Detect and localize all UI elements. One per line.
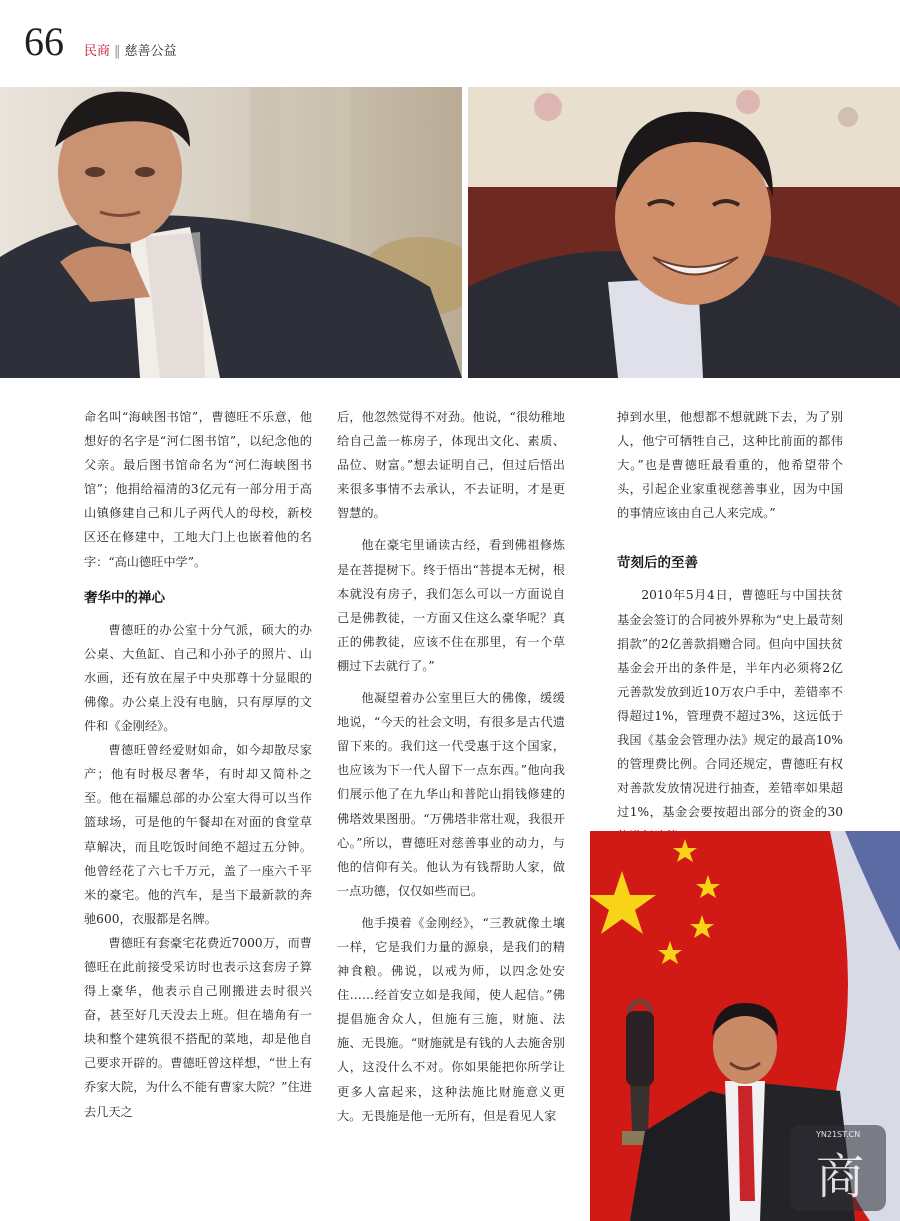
paragraph: 掉到水里，他想都不想就跳下去，为了别人，他宁可牺牲自己，这种比前面的都伟大。”也是曹德旺最看重的，他希望带个头，引起企业家重视慈善事业，因为中国的事情应该由自己人来完成。” <box>617 410 843 521</box>
watermark-url: YN21ST.CN <box>816 1130 861 1139</box>
page-number: 66 <box>24 19 64 64</box>
trophy-flag-photo <box>590 831 900 1221</box>
paragraph: 曹德旺曾经爱财如命，如今却散尽家产；他有时极尽奢华，有时却又简朴之至。他在福耀总部的办公室大得可以当作篮球场，可是他的午餐却在对面的食堂草草解决，而且吃饭时间绝不超过五分钟。他曾经花了六七千万元，盖了一座六千平米的豪宅。他的汽车，是当下最新款的奔驰600，衣服都是名牌。 <box>84 743 312 926</box>
subheading-strict-charity: 苛刻后的至善 <box>617 555 698 572</box>
paragraph: 2010年5月4日，曹德旺与中国扶贫基金会签订的合同被外界称为“史上最苛刻捐款”的2亿善款捐赠合同。但向中国扶贫基金会开出的条件是，半年内必须将2亿元善款发放到近10万农户手中，差错率不得超过1%，管理费不超过3%，这远低于我国《基金会管理办法》规定的最高10%的管理费比例。合同还规定，曹德旺有权对善款发放情况进行抽查，差错率如果超过1%，基金会要按超出部分的资金的30 <box>617 588 843 820</box>
portrait-photo-left <box>0 87 462 378</box>
paragraph: 他凝望着办公室里巨大的佛像，缓缓地说，“今天的社会文明，有很多是古代遗留下来的。我们这一代受惠于这个国家，也应该为下一代人留下一点东西。”他向我们展示他了在九华山和普陀山捐钱修建的佛塔效果图册。“万佛塔非常壮观，我很开心。”所以，曹德旺对慈善事业的动力，与他的信仰有关。他认为有钱帮助人家，做一点功德，仅仅如些而已。 <box>337 691 565 898</box>
text-column-3 <box>617 405 843 849</box>
section-separator: ‖ <box>114 44 121 59</box>
paragraph: 曹德旺的办公室十分气派，硕大的办公桌、大鱼缸、自己和小孙子的照片、山水画，还有放在屋子中央那尊十分显眼的佛像。办公桌上没有电脑，只有厚厚的文件和《金刚经》。 <box>84 622 312 734</box>
paragraph: 后，他忽然觉得不对劲。他说，“很幼稚地给自己盖一栋房子，体现出文化、素质、品位、财富。”想去证明自己，但过后悟出来很多事情不去承认，不去证明，才是更智慧的。 <box>337 410 565 521</box>
portrait-photo-right <box>468 87 900 378</box>
paragraph: 曹德旺有套豪宅花费近7000万，而曹德旺在此前接受采访时也表示这套房子算得上豪华，他表示自己刚搬进去时很兴奋，甚至好几天没去上班。但在墙角有一块和整个建筑很不搭配的菜地，却是他自己要求开辟的。曹德旺曾这样想，“世上有乔家大院，为什么不能有曹家大院？”住进去几天之 <box>84 935 312 1119</box>
section-label <box>84 44 177 60</box>
paragraph: 命名叫“海峡图书馆”，曹德旺不乐意，他想好的名字是“河仁图书馆”，以纪念他的父亲。最后图书馆命名为“河仁海峡图书馆”；他捐给福清的3亿元有一部分用于高山镇修建自己和儿子两代人的母校，新校区还在修建中，工地大门上也嵌着他的名字：“高山德旺中学”。 <box>84 410 312 569</box>
section-name: 慈善公益 <box>124 44 177 59</box>
magazine-name: 民商 <box>84 44 111 59</box>
subheading-luxury-zen: 奢华中的禅心 <box>84 589 165 606</box>
text-column-1 <box>84 405 312 1124</box>
text-column-2 <box>337 405 565 1128</box>
paragraph: 他手摸着《金刚经》，“三教就像土壤一样，它是我们力量的源泉，是我们的精神食粮。佛说，以戒为师，以四念处安住……经首安立如是我闻，使人起信。”佛提倡施舍众人，但施有三施，财施、法施、无畏施。“财施就是有钱的人去施舍别人，这没什么不对。你如果能把你所学让更多人富起来，这种法施比财施意义更大。无畏施是他一无所有，但是看见人家 <box>337 915 565 1123</box>
watermark-logo-char: 商 <box>816 1149 865 1205</box>
page-header <box>0 0 900 80</box>
paragraph: 他在豪宅里诵读古经，看到佛祖修炼是在菩提树下。终于悟出“菩提本无树，根本就没有房子，我们怎么可以一方面说自己是佛教徒，一方面又住这么豪华呢？真正的佛教徒，应该不住在那里，有一个草棚过下去就行了。” <box>337 538 565 673</box>
